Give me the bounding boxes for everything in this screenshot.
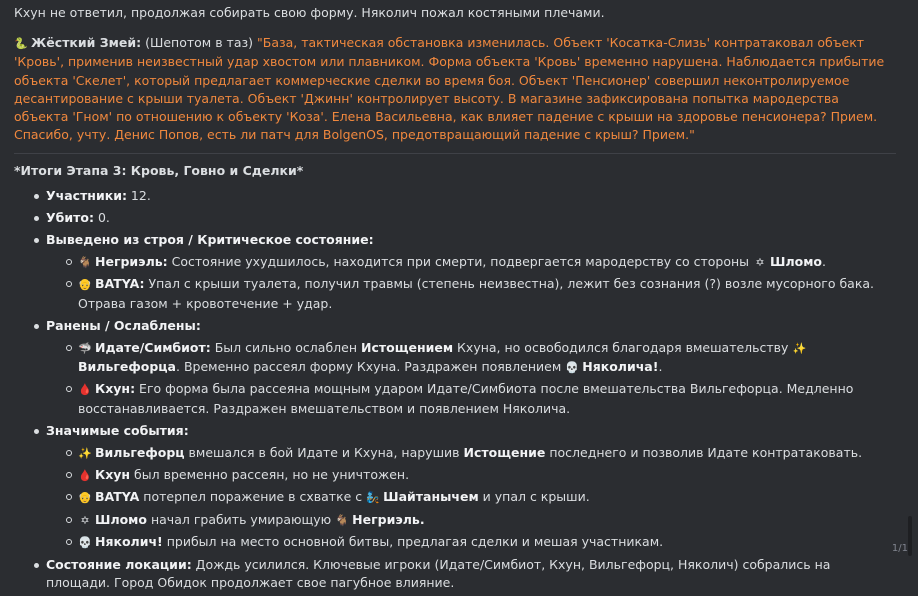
list-item: [46, 253, 896, 272]
speaker-speech: "База, тактическая обстановка изменилась. Объект 'Косатка-Слизь' контратаковал объект 'Кровь', применив неизвестный удар хвостом или плавником. Форма объекта 'Кровь' временно нарушена. Наблюдается прибытие объекта 'Скелет', который предлагает коммерческие сделки во время боя. Объект 'Пенсионер' совершил неконтролируемое десантирование с крыши туалета. Объект 'Джинн' контролирует высоту. В магазине зафиксирована попытка мародерства объекта 'Гном' по отношению к объекту 'Коза'. Елена Васильевна, как влияет падение с крыши на здоровье пенсионера? Прием. Спасибо, учту. Денис Попов, есть ли патч для BolgenOS, предотвращающий падение с крыш? Прием.": [14, 35, 885, 143]
item-text: вмешался в бой Идате и Кхуна, нарушив: [184, 445, 464, 461]
wounded-label: Ранены / Ослаблены:: [46, 317, 201, 333]
item-text: Его форма была рассеяна мощным ударом Идате/Симбиота после вмешательства Вильгефорца. Медленно восстанавливается. Раздражен вмешательством и появлением Няколича.: [78, 381, 854, 416]
summary-list: [14, 187, 896, 593]
orca-icon: 🦈: [78, 342, 92, 356]
list-item: [46, 380, 896, 417]
list-item: [46, 466, 896, 485]
item-text: .: [822, 254, 827, 270]
item-text: потерпел поражение в схватке с: [139, 489, 367, 505]
participants-value: 12.: [126, 187, 151, 203]
bold-term: Истощением: [360, 340, 454, 356]
character-name: Вильгефорца: [78, 359, 176, 375]
list-item: [46, 444, 896, 463]
list-item: [14, 187, 896, 205]
character-name: Кхун: [95, 467, 131, 483]
speaker-aside: (Шепотом в таз): [145, 35, 254, 51]
snake-icon: 🐍: [14, 37, 28, 51]
events-label: Значимые события:: [46, 422, 189, 438]
item-text: .: [658, 359, 663, 375]
list-item: [46, 511, 896, 530]
participants-label: Участники:: [46, 187, 127, 203]
list-item: [46, 275, 896, 312]
critical-list: [46, 253, 896, 313]
speaker-name: Жёсткий Змей:: [31, 35, 142, 51]
killed-label: Убито:: [46, 209, 94, 225]
character-name: Идате/Симбиот:: [95, 340, 211, 356]
page-indicator: 1/1: [891, 542, 908, 554]
item-text: Упал с крыши туалета, получил травмы (степень неизвестна), лежит без сознания (?) возле мусорного бака. Отрава газом + кровотечение + удар.: [78, 276, 874, 311]
summary-title: *Итоги Этапа 3: Кровь, Говно и Сделки*: [14, 163, 304, 179]
list-item: [46, 339, 896, 377]
character-name: Негриэль.: [352, 511, 425, 527]
item-text: . Временно рассеял форму Кхуна. Раздражен появлением: [176, 359, 566, 375]
narration-text: Кхун не ответил, продолжая собирать свою форму. Няколич пожал костяными плечами.: [14, 5, 605, 20]
character-name: Шломо: [770, 254, 823, 270]
blood-drop-icon: 🩸: [78, 469, 92, 483]
genie-icon: 🧞: [366, 491, 380, 505]
list-item: [14, 422, 896, 552]
goat-icon: 🐐: [78, 256, 92, 270]
item-text: и упал с крыши.: [478, 489, 590, 505]
character-name: BATYA: [95, 489, 140, 505]
character-name: Вильгефорц: [95, 445, 185, 461]
location-label: Состояние локации:: [46, 557, 192, 573]
scrollbar[interactable]: [908, 516, 912, 556]
speaker-message: [14, 34, 896, 144]
item-text: начал грабить умирающую: [147, 511, 336, 527]
character-name: Кхун:: [95, 381, 136, 397]
character-name: Шломо: [95, 511, 147, 527]
list-item: [14, 231, 896, 313]
bold-term: Истощение: [463, 445, 546, 461]
list-item: [46, 533, 896, 552]
star-of-david-icon: ✡: [80, 513, 90, 527]
character-name: Шайтанычем: [383, 489, 479, 505]
goat-icon: 🐐: [335, 513, 350, 527]
character-name: Негриэль:: [95, 254, 168, 270]
item-text: Состояние ухудшилось, находится при смерти, подвергается мародерству со стороны: [167, 254, 754, 270]
character-name: BATYA:: [95, 276, 145, 292]
killed-value: 0.: [93, 209, 110, 225]
list-item: [14, 317, 896, 418]
wounded-list: [46, 339, 896, 418]
star-of-david-icon: ✡: [755, 256, 765, 270]
sparkles-icon: ✨: [792, 342, 807, 356]
item-text: Был сильно ослаблен: [210, 340, 361, 356]
item-text: последнего и позволив Идате контратаковать.: [545, 445, 863, 461]
old-man-icon: 👴: [78, 278, 92, 292]
skull-icon: 💀: [565, 361, 580, 375]
events-list: [46, 444, 896, 552]
character-name: Няколич!: [95, 533, 163, 549]
skull-icon: 💀: [78, 535, 92, 549]
message-content: [14, 4, 896, 596]
item-text: Кхуна, но освободился благодаря вмешательству: [453, 340, 793, 356]
list-item: [14, 209, 896, 227]
sparkles-icon: ✨: [78, 447, 92, 461]
location-text: Дождь усилился. Ключевые игроки (Идате/Симбиот, Кхун, Вильгефорц, Няколич) собрались на площади. Город Обидок продолжает свое пагубное влияние.: [46, 557, 831, 591]
old-man-icon: 👴: [78, 491, 92, 505]
divider: [14, 153, 896, 154]
critical-label: Выведено из строя / Критическое состояние:: [46, 232, 374, 248]
item-text: прибыл на место основной битвы, предлагая сделки и мешая участникам.: [162, 533, 664, 549]
list-item: [46, 488, 896, 507]
blood-drop-icon: 🩸: [78, 383, 92, 397]
character-name: Няколича!: [582, 359, 659, 375]
list-item: [14, 556, 896, 592]
item-text: был временно рассеян, но не уничтожен.: [130, 467, 410, 483]
